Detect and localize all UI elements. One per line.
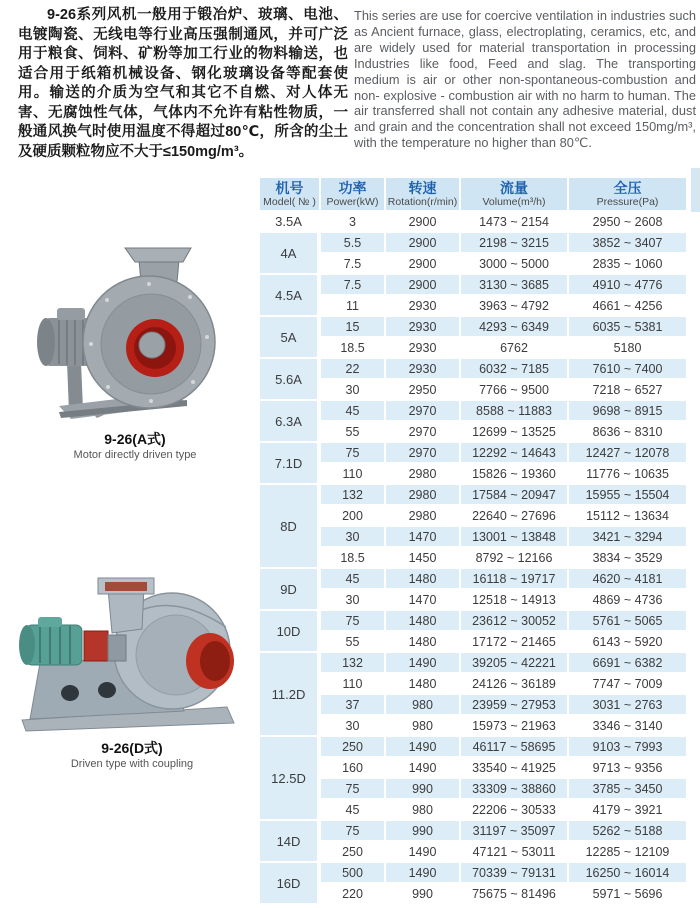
rotation-cell: 1490 [386,758,459,777]
col-header-pressure-cn: 全压 [613,180,642,196]
pressure-cell: 4869 ~ 4736 [569,590,686,609]
model-cell: 5A [260,317,319,357]
col-header-volume [461,178,567,210]
table-row [260,779,686,798]
pressure-cell: 5180 [569,338,686,357]
volume-cell: 8792 ~ 12166 [461,548,567,567]
volume-cell: 7766 ~ 9500 [461,380,567,399]
volume-cell: 1473 ~ 2154 [461,212,567,231]
power-cell: 30 [321,380,384,399]
pressure-cell: 5262 ~ 5188 [569,821,686,840]
pressure-cell: 9698 ~ 8915 [569,401,686,420]
rotation-cell: 980 [386,716,459,735]
volume-cell: 12518 ~ 14913 [461,590,567,609]
rotation-cell: 1490 [386,863,459,882]
volume-cell: 6032 ~ 7185 [461,359,567,378]
model-cell: 11.2D [260,653,319,735]
power-cell: 30 [321,527,384,546]
power-cell: 75 [321,779,384,798]
pressure-cell: 5971 ~ 5696 [569,884,686,903]
volume-cell: 4293 ~ 6349 [461,317,567,336]
table-row [260,380,686,399]
table-row [260,401,686,420]
pressure-cell: 6143 ~ 5920 [569,632,686,651]
col-header-power-cn: 功率 [338,180,367,196]
col-header-volume-cn: 流量 [500,180,528,196]
table-row [260,800,686,819]
col-header-power [321,178,384,210]
table-header-row [260,178,686,210]
model-cell: 8D [260,485,319,567]
table-row [260,233,686,252]
rotation-cell: 2980 [386,485,459,504]
table-row [260,485,686,504]
table-row [260,338,686,357]
table-row [260,569,686,588]
col-header-rotation-en: Rotation(r/min) [387,196,458,208]
power-cell: 3 [321,212,384,231]
pressure-cell: 4179 ~ 3921 [569,800,686,819]
power-cell: 250 [321,737,384,756]
power-cell: 110 [321,464,384,483]
fan-d-caption: 9-26(D式) [101,740,163,756]
fan-d-figure [12,575,252,771]
fan-a-figure [25,242,245,462]
pressure-cell: 7747 ~ 7009 [569,674,686,693]
volume-cell: 47121 ~ 53011 [461,842,567,861]
volume-cell: 13001 ~ 13848 [461,527,567,546]
power-cell: 45 [321,800,384,819]
volume-cell: 3130 ~ 3685 [461,275,567,294]
model-cell: 12.5D [260,737,319,819]
col-header-power-en: Power(kW) [326,196,379,208]
rotation-cell: 1490 [386,737,459,756]
power-cell: 500 [321,863,384,882]
table-row [260,653,686,672]
table-row [260,842,686,861]
fan-a-image [25,242,245,424]
volume-cell: 15826 ~ 19360 [461,464,567,483]
power-cell: 18.5 [321,548,384,567]
pressure-cell: 12427 ~ 12078 [569,443,686,462]
pressure-cell: 5761 ~ 5065 [569,611,686,630]
table-row [260,422,686,441]
pressure-cell: 9103 ~ 7993 [569,737,686,756]
power-cell: 45 [321,401,384,420]
volume-cell: 33309 ~ 38860 [461,779,567,798]
power-cell: 5.5 [321,233,384,252]
table-row [260,884,686,903]
power-cell: 250 [321,842,384,861]
col-header-model-cn: 机号 [275,180,304,196]
table-row [260,275,686,294]
rotation-cell: 2970 [386,422,459,441]
power-cell: 11 [321,296,384,315]
table-row [260,863,686,882]
volume-cell: 17172 ~ 21465 [461,632,567,651]
volume-cell: 31197 ~ 35097 [461,821,567,840]
table-row [260,632,686,651]
col-header-model [260,178,319,210]
intro-paragraph-chinese: 9-26系列风机一般用于锻冶炉、玻璃、电池、电镀陶瓷、无线电等行业高压强制通风，并可广泛用于粮食、饲料、矿粉等加工行业的物料输送，也适合用于纸箱机械设备、钢化玻璃设备等配套使用。输送的介质为空气和其它不自燃、对人体无害、无腐蚀性气体，气体内不允许有粘性物质，一般通风换气时使用温度不得超过80℃，所含的尘土及硬质颗粒物应不大于≤150mg/m³。 [18,7,348,160]
col-header-volume-en: Volume(m³/h) [482,196,546,208]
volume-cell: 22206 ~ 30533 [461,800,567,819]
rotation-cell: 1450 [386,548,459,567]
pressure-cell: 3834 ~ 3529 [569,548,686,567]
rotation-cell: 1480 [386,632,459,651]
rotation-cell: 990 [386,779,459,798]
power-cell: 37 [321,695,384,714]
pressure-cell: 6691 ~ 6382 [569,653,686,672]
volume-cell: 15973 ~ 21963 [461,716,567,735]
pressure-cell: 2950 ~ 2608 [569,212,686,231]
rotation-cell: 2970 [386,401,459,420]
rotation-cell: 2930 [386,317,459,336]
col-header-rotation-cn: 转速 [408,180,437,196]
pressure-cell: 16250 ~ 16014 [569,863,686,882]
spec-table [258,176,688,905]
table-row [260,611,686,630]
rotation-cell: 1470 [386,590,459,609]
page-edge-accent [691,168,700,212]
rotation-cell: 2930 [386,359,459,378]
power-cell: 18.5 [321,338,384,357]
pressure-cell: 8636 ~ 8310 [569,422,686,441]
rotation-cell: 2930 [386,296,459,315]
table-row [260,548,686,567]
volume-cell: 24126 ~ 36189 [461,674,567,693]
power-cell: 22 [321,359,384,378]
pressure-cell: 2835 ~ 1060 [569,254,686,273]
power-cell: 75 [321,821,384,840]
volume-cell: 23959 ~ 27953 [461,695,567,714]
volume-cell: 17584 ~ 20947 [461,485,567,504]
pressure-cell: 4910 ~ 4776 [569,275,686,294]
fan-d-image [12,575,252,733]
rotation-cell: 2900 [386,275,459,294]
table-row [260,737,686,756]
pressure-cell: 7610 ~ 7400 [569,359,686,378]
power-cell: 55 [321,632,384,651]
volume-cell: 16118 ~ 19717 [461,569,567,588]
pressure-cell: 15955 ~ 15504 [569,485,686,504]
rotation-cell: 980 [386,695,459,714]
table-row [260,212,686,231]
col-header-model-en: Model( № ) [263,196,316,208]
power-cell: 110 [321,674,384,693]
col-header-rotation [386,178,459,210]
power-cell: 132 [321,653,384,672]
pressure-cell: 3852 ~ 3407 [569,233,686,252]
intro-paragraph-english: This series are use for coercive ventilation in industries such as Ancient furnace, glass, electroplating, ceramics, etc, and are widely used for material transportation in processing Industries like food, Feed and slag. The transporting medium is air or other non-spontaneous-combustion and non- explosive - combustion air with no harm to human. The air transferred shall not contain any adhesive material, dust and grain and the concentration shall not exceed 150mg/m³, with the temperature no higher than 80℃. [354,8,696,151]
model-cell: 3.5A [260,212,319,231]
rotation-cell: 1480 [386,569,459,588]
volume-cell: 22640 ~ 27696 [461,506,567,525]
model-cell: 10D [260,611,319,651]
volume-cell: 70339 ~ 79131 [461,863,567,882]
table-row [260,758,686,777]
pressure-cell: 7218 ~ 6527 [569,380,686,399]
model-cell: 4.5A [260,275,319,315]
spec-table-body [260,212,686,903]
rotation-cell: 990 [386,884,459,903]
pressure-cell: 4661 ~ 4256 [569,296,686,315]
pressure-cell: 15112 ~ 13634 [569,506,686,525]
rotation-cell: 1480 [386,611,459,630]
fan-a-caption: 9-26(A式) [104,431,166,447]
model-cell: 7.1D [260,443,319,483]
power-cell: 220 [321,884,384,903]
volume-cell: 8588 ~ 11883 [461,401,567,420]
rotation-cell: 2950 [386,380,459,399]
power-cell: 55 [321,422,384,441]
power-cell: 132 [321,485,384,504]
rotation-cell: 980 [386,800,459,819]
rotation-cell: 2900 [386,212,459,231]
power-cell: 200 [321,506,384,525]
volume-cell: 3000 ~ 5000 [461,254,567,273]
fan-d-subcaption: Driven type with coupling [70,758,194,770]
table-row [260,464,686,483]
fan-a-subcaption: Motor directly driven type [73,449,197,461]
power-cell: 160 [321,758,384,777]
model-cell: 5.6A [260,359,319,399]
model-cell: 6.3A [260,401,319,441]
table-row [260,317,686,336]
table-row [260,527,686,546]
rotation-cell: 1470 [386,527,459,546]
table-row [260,443,686,462]
power-cell: 15 [321,317,384,336]
volume-cell: 39205 ~ 42221 [461,653,567,672]
table-row [260,674,686,693]
rotation-cell: 2900 [386,254,459,273]
power-cell: 45 [321,569,384,588]
col-header-pressure [569,178,686,210]
rotation-cell: 1490 [386,842,459,861]
col-header-pressure-en: Pressure(Pa) [596,196,659,208]
volume-cell: 23612 ~ 30052 [461,611,567,630]
power-cell: 30 [321,716,384,735]
table-row [260,716,686,735]
table-row [260,254,686,273]
volume-cell: 75675 ~ 81496 [461,884,567,903]
volume-cell: 12292 ~ 14643 [461,443,567,462]
rotation-cell: 2930 [386,338,459,357]
table-row [260,296,686,315]
pressure-cell: 12285 ~ 12109 [569,842,686,861]
model-cell: 9D [260,569,319,609]
table-row [260,821,686,840]
volume-cell: 6762 [461,338,567,357]
model-cell: 4A [260,233,319,273]
pressure-cell: 11776 ~ 10635 [569,464,686,483]
rotation-cell: 990 [386,821,459,840]
model-cell: 14D [260,821,319,861]
volume-cell: 3963 ~ 4792 [461,296,567,315]
volume-cell: 33540 ~ 41925 [461,758,567,777]
pressure-cell: 3421 ~ 3294 [569,527,686,546]
table-row [260,359,686,378]
power-cell: 30 [321,590,384,609]
volume-cell: 2198 ~ 3215 [461,233,567,252]
power-cell: 7.5 [321,254,384,273]
table-row [260,695,686,714]
rotation-cell: 1480 [386,674,459,693]
rotation-cell: 2980 [386,506,459,525]
pressure-cell: 3031 ~ 2763 [569,695,686,714]
rotation-cell: 1490 [386,653,459,672]
pressure-cell: 3346 ~ 3140 [569,716,686,735]
model-cell: 16D [260,863,319,903]
rotation-cell: 2900 [386,233,459,252]
power-cell: 75 [321,611,384,630]
pressure-cell: 3785 ~ 3450 [569,779,686,798]
pressure-cell: 4620 ~ 4181 [569,569,686,588]
table-row [260,506,686,525]
power-cell: 7.5 [321,275,384,294]
table-row [260,590,686,609]
volume-cell: 12699 ~ 13525 [461,422,567,441]
pressure-cell: 9713 ~ 9356 [569,758,686,777]
power-cell: 75 [321,443,384,462]
volume-cell: 46117 ~ 58695 [461,737,567,756]
rotation-cell: 2970 [386,443,459,462]
pressure-cell: 6035 ~ 5381 [569,317,686,336]
rotation-cell: 2980 [386,464,459,483]
